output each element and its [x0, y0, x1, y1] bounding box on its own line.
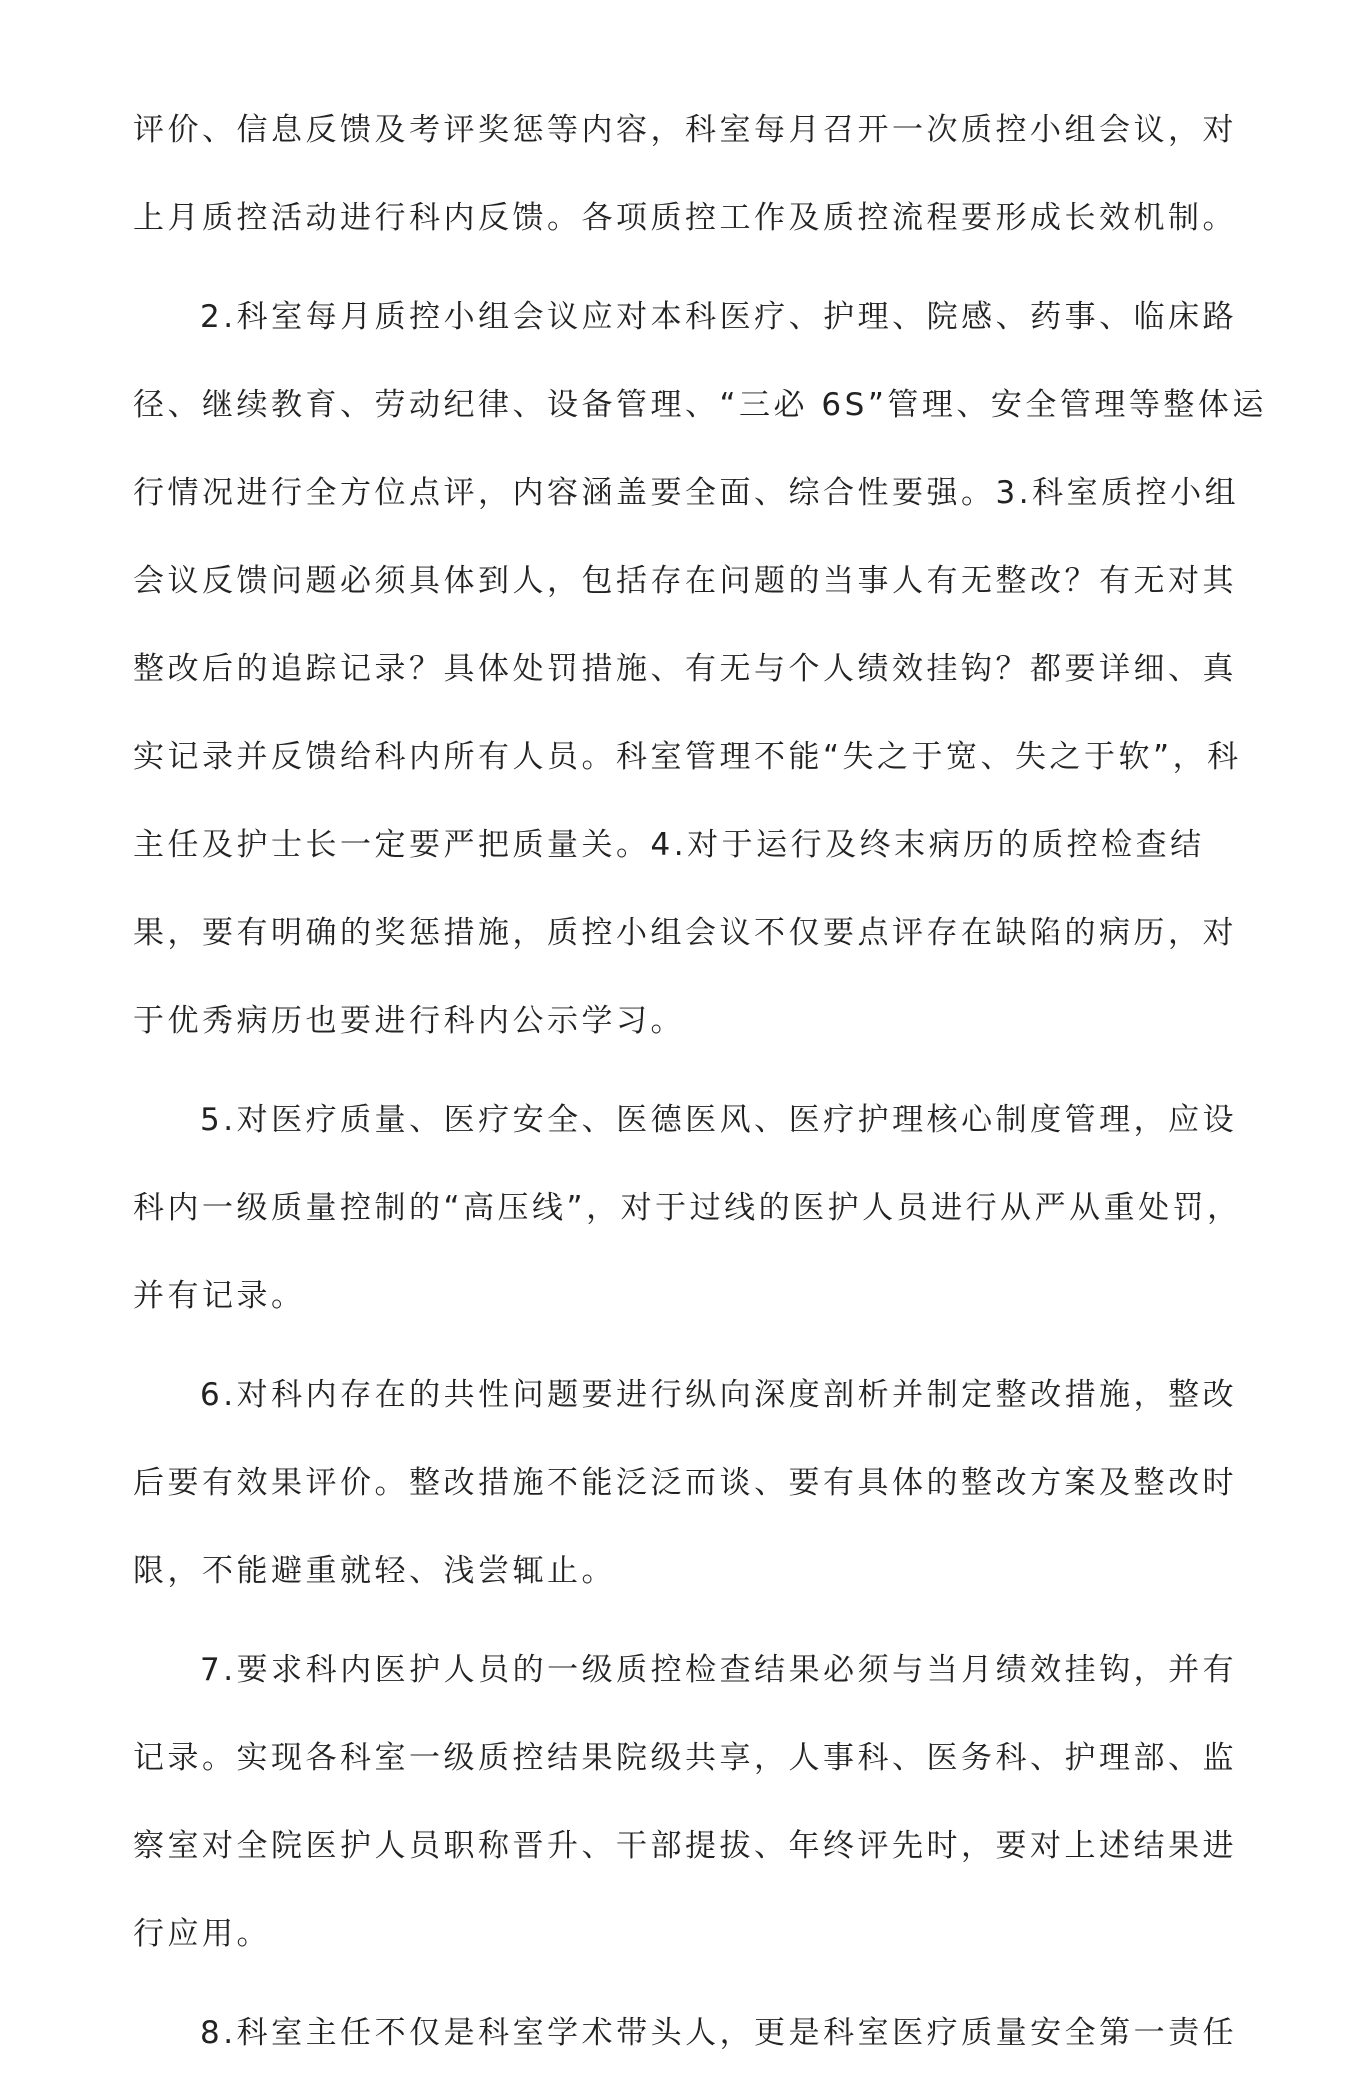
- text-line: 主任及护士长一定要严把质量关。4.对于运行及终末病历的质控检查结: [133, 827, 1205, 863]
- text-line: 上月质控活动进行科内反馈。各项质控工作及质控流程要形成长效机制。: [133, 200, 1237, 236]
- paragraph-7-start: 7.要求科内医护人员的一级质控检查结果必须与当月绩效挂钩，并有: [200, 1652, 1238, 1688]
- paragraph-5-start: 5.对医疗质量、医疗安全、医德医风、医疗护理核心制度管理，应设: [200, 1102, 1238, 1138]
- paragraph-6-start: 6.对科内存在的共性问题要进行纵向深度剖析并制定整改措施，整改: [200, 1377, 1238, 1413]
- text-line: 并有记录。: [133, 1278, 306, 1314]
- text-line: 科内一级质量控制的“高压线”，对于过线的医护人员进行从严从重处罚，: [133, 1190, 1242, 1226]
- text-line: 评价、信息反馈及考评奖惩等内容，科室每月召开一次质控小组会议，对: [133, 112, 1237, 148]
- text-line: 后要有效果评价。整改措施不能泛泛而谈、要有具体的整改方案及整改时: [133, 1465, 1237, 1501]
- text-line: 会议反馈问题必须具体到人，包括存在问题的当事人有无整改？有无对其: [133, 563, 1237, 599]
- text-line: 径、继续教育、劳动纪律、设备管理、“三必 6S”管理、安全管理等整体运: [133, 387, 1267, 423]
- text-line: 记录。实现各科室一级质控结果院级共享，人事科、医务科、护理部、监: [133, 1740, 1237, 1776]
- paragraph-8-start: 8.科室主任不仅是科室学术带头人，更是科室医疗质量安全第一责任: [200, 2015, 1238, 2051]
- text-line: 果，要有明确的奖惩措施，质控小组会议不仅要点评存在缺陷的病历，对: [133, 915, 1237, 951]
- paragraph-2-start: 2.科室每月质控小组会议应对本科医疗、护理、院感、药事、临床路: [200, 299, 1238, 335]
- text-line: 整改后的追踪记录？具体处罚措施、有无与个人绩效挂钩？都要详细、真: [133, 651, 1237, 687]
- text-line: 实记录并反馈给科内所有人员。科室管理不能“失之于宽、失之于软”，科: [133, 739, 1242, 775]
- text-line: 行情况进行全方位点评，内容涵盖要全面、综合性要强。3.科室质控小组: [133, 475, 1240, 511]
- text-line: 限，不能避重就轻、浅尝辄止。: [133, 1553, 616, 1589]
- text-line: 于优秀病历也要进行科内公示学习。: [133, 1003, 685, 1039]
- text-line: 察室对全院医护人员职称晋升、干部提拔、年终评先时，要对上述结果进: [133, 1828, 1237, 1864]
- text-line: 行应用。: [133, 1916, 271, 1952]
- document-body: [133, 108, 1267, 2099]
